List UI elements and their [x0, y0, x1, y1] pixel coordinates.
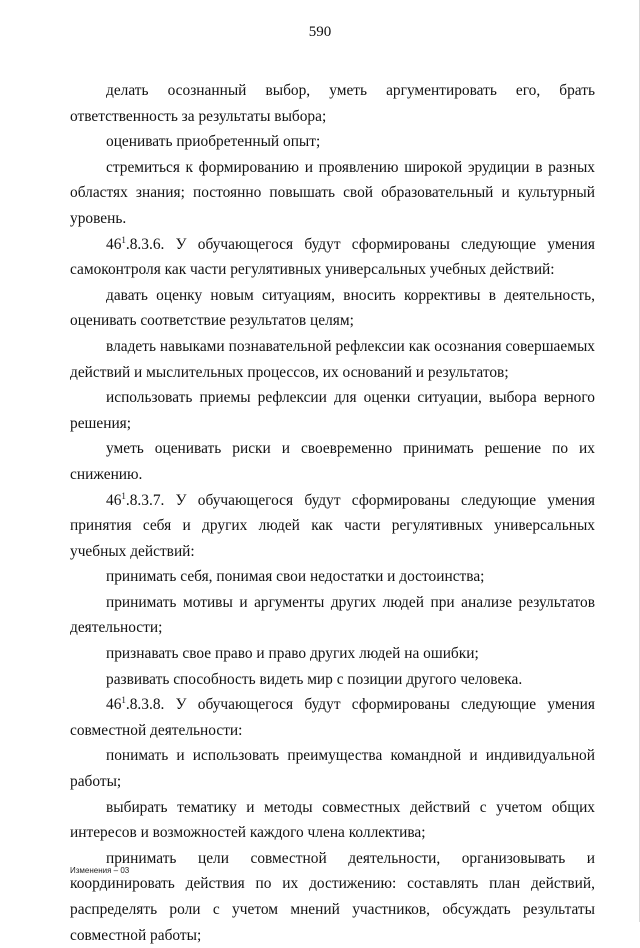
section-superscript: 1 — [121, 490, 126, 501]
body-text — [70, 78, 595, 948]
paragraph: уметь оценивать риски и своевременно принимать решение по их снижению. — [70, 440, 595, 483]
section-paragraph — [70, 488, 595, 565]
page-number: 590 — [308, 24, 332, 40]
section-text: .8.3.7. У обучающегося будут сформированы следующие умения принятия себя и других людей как части регулятивных универсальных учебных действий: — [70, 491, 595, 560]
paragraph: развивать способность видеть мир с позиции другого человека. — [106, 670, 523, 688]
paragraph: признавать свое право и право других людей на ошибки; — [106, 645, 479, 663]
section-text: .8.3.6. У обучающегося будут сформированы следующие умения самоконтроля как части регулятивных универсальных учебных действий: — [70, 235, 595, 279]
section-number: 46 — [106, 696, 122, 714]
paragraph: оценивать приобретенный опыт; — [106, 133, 321, 151]
section-text: .8.3.8. У обучающегося будут сформированы следующие умения совместной деятельности: — [70, 696, 595, 739]
section-paragraph — [70, 692, 595, 743]
paragraph: делать осознанный выбор, уметь аргументировать его, брать ответственность за результаты выбора; — [70, 82, 595, 125]
paragraph: понимать и использовать преимущества командной и индивидуальной работы; — [70, 747, 595, 791]
section-number: 46 — [106, 491, 122, 509]
paragraph: давать оценку новым ситуациям, вносить коррективы в деятельность, оценивать соответствие результатов целям; — [70, 286, 595, 330]
section-paragraph — [70, 232, 595, 283]
paragraph: стремиться к формированию и проявлению широкой эрудиции в разных областях знания; постоянно повышать свой образовательный и культурный уровень. — [70, 158, 595, 227]
paragraph: выбирать тематику и методы совместных действий с учетом общих интересов и возможностей каждого члена коллектива; — [70, 798, 595, 842]
paragraph: принимать себя, понимая свои недостатки и достоинства; — [106, 568, 485, 586]
paragraph: использовать приемы рефлексии для оценки ситуации, выбора верного решения; — [70, 389, 595, 432]
footer-revision: Изменения – 03 — [70, 866, 130, 875]
section-number: 46 — [106, 235, 122, 253]
paragraph: принимать цели совместной деятельности, организовывать и координировать действия по их достижению: составлять план действий, распределять роли с учетом мнений участников, обсуждать результаты совместной работы; — [70, 849, 595, 944]
paragraph: владеть навыками познавательной рефлексии как осознания совершаемых действий и мыслительных процессов, их оснований и результатов; — [70, 337, 595, 381]
section-superscript: 1 — [121, 234, 126, 245]
section-superscript: 1 — [121, 695, 126, 706]
paragraph: принимать мотивы и аргументы других людей при анализе результатов деятельности; — [70, 593, 595, 637]
